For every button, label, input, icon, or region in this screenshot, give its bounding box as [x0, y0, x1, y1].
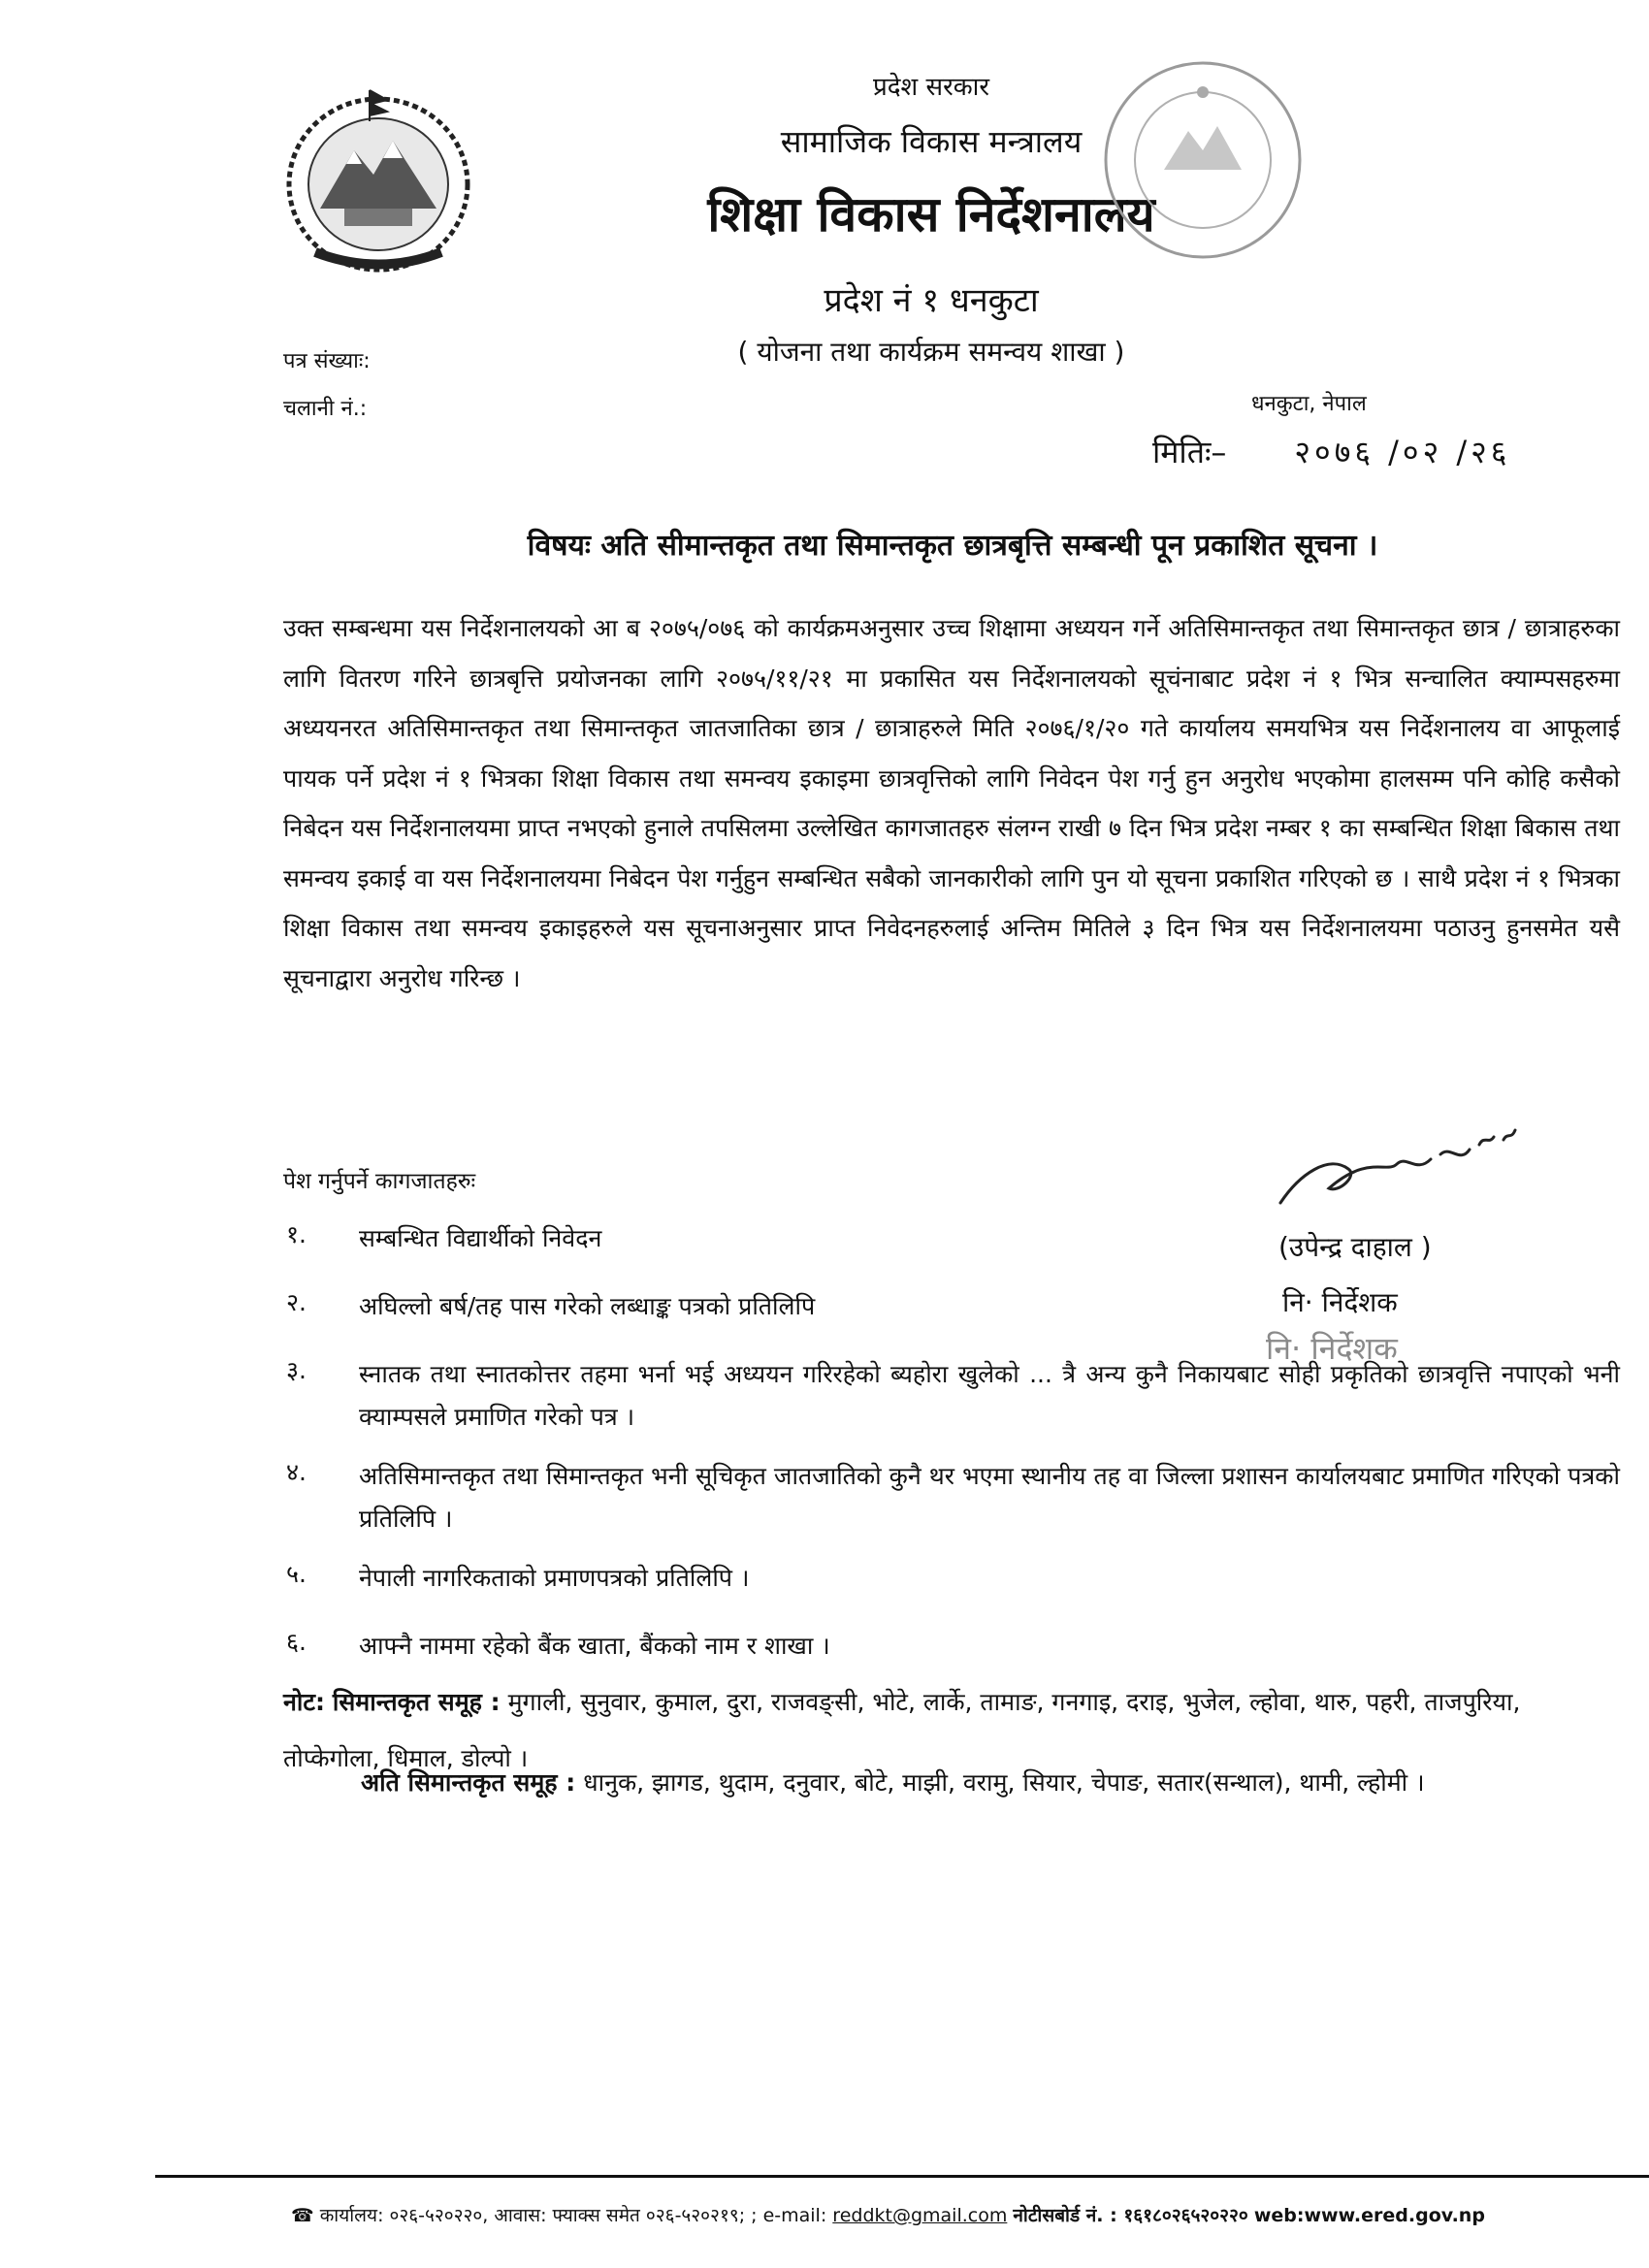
government-label: प्रदेश सरकार — [872, 73, 990, 102]
highly-marginal-group-list: धानुक, झागड, थुदाम, दनुवार, बोटे, माझी, वरामु, सियार, चेपाङ, सतार(सन्थाल), थामी, ल्होमी । — [583, 1768, 1425, 1797]
footer-contact — [291, 2202, 1649, 2227]
footer-divider — [155, 2175, 1649, 2178]
noticeboard-number: नोटीसबोर्ड नं. : १६१८०२६५२०२२० — [1013, 2205, 1248, 2226]
email-link[interactable]: reddkt@gmail.com — [832, 2205, 1008, 2226]
province-label: प्रदेश नं १ धनकुटा — [824, 281, 1039, 320]
stamp-impression: नि· निर्देशक — [1266, 1330, 1398, 1367]
notice-subject: विषयः अति सीमान्तकृत तथा सिमान्तकृत छात्रबृत्ति सम्बन्धी पून प्रकाशित सूचना । — [527, 529, 1378, 563]
section-label: ( योजना तथा कार्यक्रम समन्वय शाखा ) — [737, 336, 1125, 368]
date-value: २०७६ /०२ /२६ — [1294, 434, 1511, 470]
signatory-role: नि· निर्देशक — [1282, 1286, 1398, 1318]
directorate-title: शिक्षा विकास निर्देशनालय — [707, 186, 1155, 243]
highly-marginal-group-label: अति सिमान्तकृत समूह : — [361, 1768, 576, 1797]
ministry-label: सामाजिक विकास मन्त्रालय — [780, 123, 1083, 160]
date-label: मितिः– — [1152, 434, 1227, 470]
letter-number-label: पत्र संख्याः: — [283, 349, 371, 373]
dispatch-number-label: चलानी नं.: — [283, 397, 368, 421]
signatory-name: (उपेन्द्र दाहाल ) — [1278, 1231, 1432, 1263]
marginal-group-label: सिमान्तकृत समूह : — [332, 1688, 501, 1716]
office-seal-icon — [1096, 53, 1310, 267]
signature-icon — [1261, 1116, 1591, 1222]
marginal-group-list: मुगाली, सुनुवार, कुमाल, दुरा, राजवङ्सी, भोटे, लार्के, तामाङ, गनगाइ, दराइ, भुजेल, ल्होवा, थारु, पहरी, ताजपुरिया, तोप्केगोला, धिमाल, डोल्पो । — [283, 1688, 1521, 1772]
note-highly-marginal — [361, 1766, 1622, 1798]
notice-body: उक्त सम्बन्धमा यस निर्देशनालयको आ ब २०७५/०७६ को कार्यक्रमअनुसार उच्च शिक्षामा अध्ययन गर्ने अतिसिमान्तकृत तथा सिमान्तकृत छात्र / छात्राहरुका लागि वितरण गरिने छात्रबृत्ति प्रयोजनका लागि २०७५/११/२१ मा प्रकासित यस निर्देशनालयको सूचंनाबाट प्रदेश नं १ भित्र सन्चालित क्याम्पसहरुमा अध्ययनरत अतिसिमान्तकृत तथा सिमान्तकृत जातजातिका छात्र / छात्राहरुले मिति २०७६/१/२० गते कार्यालय समयभित्र यस निर्देशनालय वा आफूलाई पायक पर्ने प्रदेश नं १ भित्रका शिक्षा विकास तथा समन्वय इकाइमा छात्रवृत्तिको लागि निवेदन पेश गर्नु हुन अनुरोध भएकोमा हालसम्म पनि कोहि कसैको निबेदन यस निर्देशनालयमा प्राप्त नभएको हुनाले तपसिलमा उल्लेखित कागजातहरु संलग्न राखी ७ दिन भित्र प्रदेश नम्बर १ का सम्बन्धित शिक्षा बिकास तथा समन्वय इकाई वा यस निर्देशनालयमा निबेदन पेश गर्नुहुन सम्बन्धित सबैको जानकारीको लागि पुन यो सूचना प्रकाशित गरिएको छ । साथै प्रदेश नं १ भित्रका शिक्षा विकास तथा समन्वय इकाइहरुले यस सूचनाअनुसार प्राप्त निवेदनहरुलाई अन्तिम मितिले ३ दिन भित्र यस निर्देशनालयमा पठाउनु हुनसमेत यसै सूचनाद्वारा अनुरोध गरिन्छ । — [283, 614, 1620, 992]
telephone-icon: ☎ — [291, 2205, 314, 2226]
note-label: नोट: — [283, 1688, 325, 1716]
date-line — [1152, 431, 1510, 472]
nepal-emblem-icon — [276, 82, 480, 276]
office-contact: कार्यालय: ०२६-५२०२२०, आवास: फ्याक्स समेत ०२६-५२०२१९; ; e-mail: — [319, 2205, 827, 2226]
documents-heading: पेश गर्नुपर्ने कागजातहरुः — [283, 1169, 476, 1194]
office-address: धनकुटा, नेपाल — [1251, 392, 1367, 416]
website-link[interactable]: web:www.ered.gov.np — [1253, 2205, 1485, 2226]
